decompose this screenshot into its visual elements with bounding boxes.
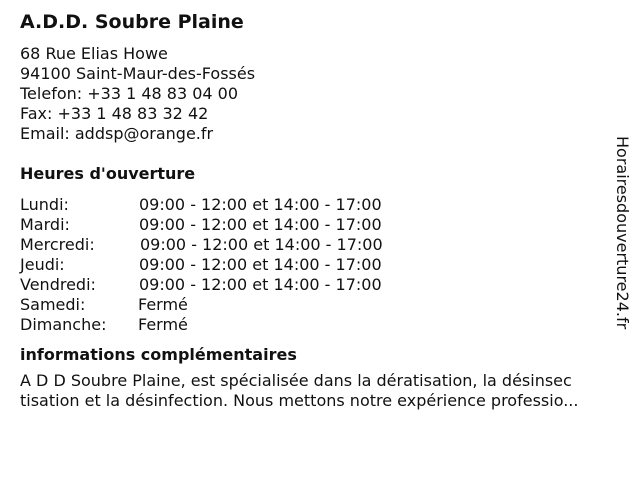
fax-number: Fax: +33 1 48 83 32 42: [20, 104, 209, 123]
time-value: Fermé: [138, 315, 188, 334]
day-label: Mardi:: [20, 215, 70, 234]
hours-row-wednesday: [20, 235, 610, 255]
day-label: Samedi:: [20, 295, 86, 314]
address-block: [20, 44, 610, 144]
opening-hours-table: [20, 195, 610, 335]
phone-number[interactable]: Telefon: +33 1 48 83 04 00: [20, 84, 239, 103]
hours-row-tuesday: [20, 215, 610, 235]
day-label: Mercredi:: [20, 235, 95, 254]
day-label: Jeudi:: [20, 255, 65, 274]
business-card: [20, 10, 610, 411]
hours-row-thursday: [20, 255, 610, 275]
street-address: 68 Rue Elias Howe: [20, 44, 168, 63]
info-line: tisation et la désinfection. Nous mettons notre expérience professio...: [20, 391, 579, 410]
info-description: [20, 371, 628, 411]
info-line: A D D Soubre Plaine, est spécialisée dans la dératisation, la désinsec: [20, 371, 572, 390]
site-watermark: Horairesdouverture24.fr: [613, 136, 632, 330]
city-address: 94100 Saint-Maur-des-Fossés: [20, 64, 256, 83]
time-value: Fermé: [138, 295, 188, 314]
time-value: 09:00 - 12:00 et 14:00 - 17:00: [139, 275, 382, 294]
day-label: Dimanche:: [20, 315, 107, 334]
time-value: 09:00 - 12:00 et 14:00 - 17:00: [139, 195, 382, 214]
day-label: Lundi:: [20, 195, 69, 214]
time-value: 09:00 - 12:00 et 14:00 - 17:00: [140, 235, 383, 254]
time-value: 09:00 - 12:00 et 14:00 - 17:00: [139, 255, 382, 274]
time-value: 09:00 - 12:00 et 14:00 - 17:00: [139, 215, 382, 234]
hours-row-friday: [20, 275, 610, 295]
hours-row-saturday: [20, 295, 610, 315]
hours-heading: Heures d'ouverture: [20, 164, 196, 183]
business-name: A.D.D. Soubre Plaine: [20, 11, 244, 33]
day-label: Vendredi:: [20, 275, 96, 294]
hours-row-monday: [20, 195, 610, 215]
info-heading: informations complémentaires: [20, 345, 297, 364]
hours-row-sunday: [20, 315, 610, 335]
email-address[interactable]: Email: addsp@orange.fr: [20, 124, 214, 143]
